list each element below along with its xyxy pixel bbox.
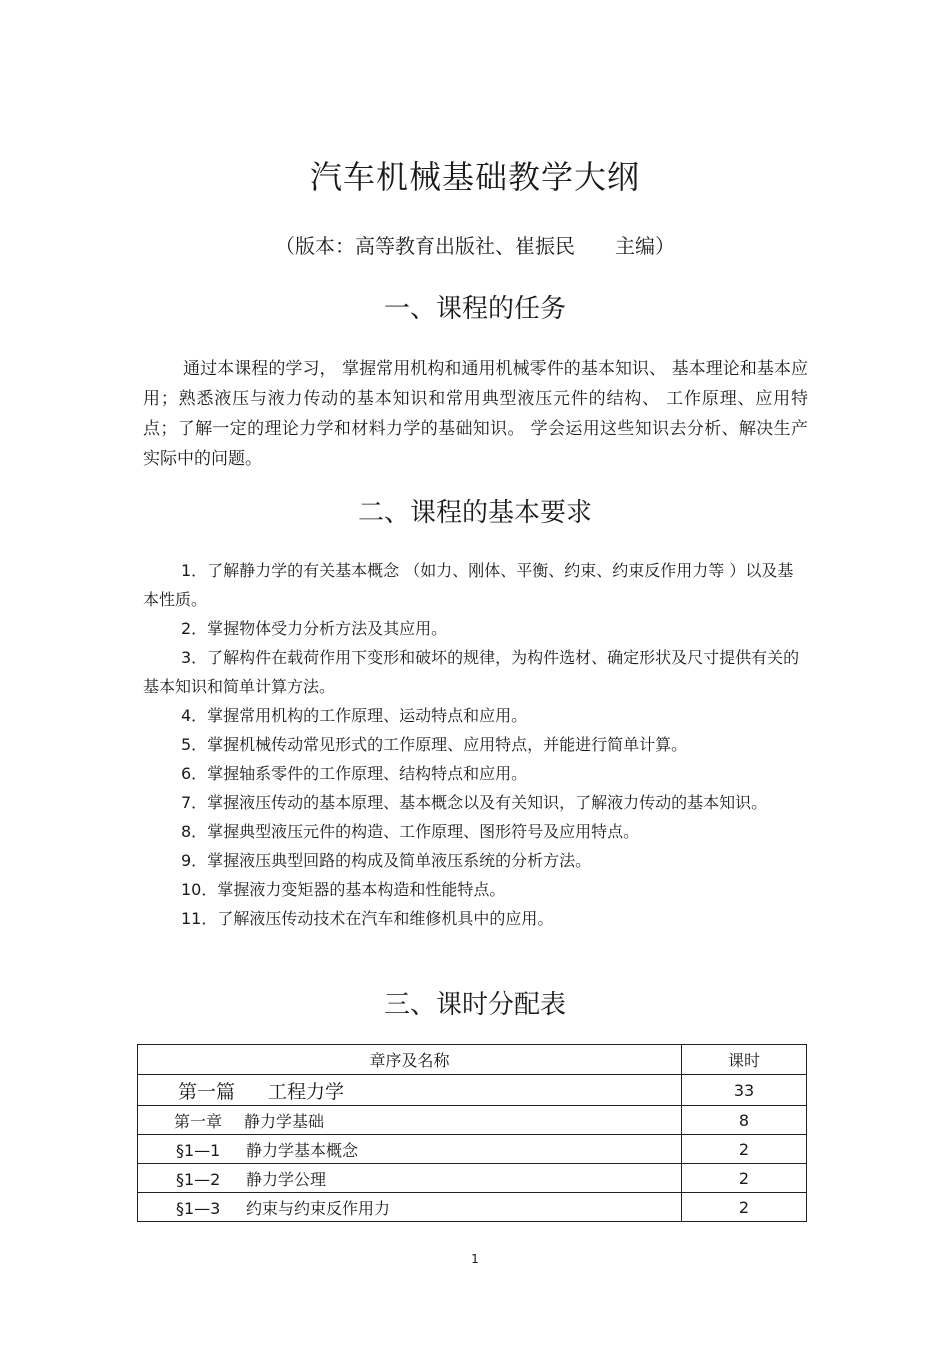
column-header-hours: 课时 [682,1045,807,1075]
document-title: 汽车机械基础教学大纲 [309,158,640,196]
hours-table [137,1044,807,1222]
subtitle-edition: （版本：高等教育出版社、崔振民 [275,234,575,258]
section-heading-tasks: 一、课程的任务 [383,294,566,324]
table-row: §1—3 约束与约束反作用力 2 [138,1193,807,1222]
table-row: §1—2 静力学公理 2 [138,1164,807,1193]
subtitle-editor: 主编） [615,234,675,258]
table-row: 第一章 静力学基础 8 [138,1106,807,1135]
list-item: 3．了解构件在载荷作用下变形和破坏的规律，为构件选材、确定形状及尺寸提供有关的基本知识和简单计算方法。 [143,648,800,696]
column-header-name: 章序及名称 [138,1045,682,1075]
table-row: 第一篇 工程力学 33 [138,1075,807,1106]
section-heading-hours: 三、课时分配表 [383,990,566,1020]
tasks-paragraph-text: 通过本课程的学习， 掌握常用机构和通用机械零件的基本知识、 基本理论和基本应用；熟悉液压与液力传动的基本知识和常用典型液压元件的结构、 工作原理、应用特点；了解一定的理论力学和材料力学的基础知识。 学会运用这些知识去分析、解决生产实际中的问题。 [143,359,808,469]
list-item: 8．掌握典型液压元件的构造、工作原理、图形符号及应用特点。 [181,822,640,841]
tasks-paragraph [143,354,808,474]
list-item: 4．掌握常用机构的工作原理、运动特点和应用。 [181,706,528,725]
document-subtitle [0,230,950,259]
table-row: §1—1 静力学基本概念 2 [138,1135,807,1164]
list-item: 9．掌握液压典型回路的构成及简单液压系统的分析方法。 [181,851,592,870]
list-item: 5．掌握机械传动常见形式的工作原理、应用特点，并能进行简单计算。 [181,735,688,754]
requirements-list [143,556,808,933]
table-header-row [138,1045,807,1075]
list-item: 7．掌握液压传动的基本原理、基本概念以及有关知识，了解液力传动的基本知识。 [181,793,768,812]
list-item: 6．掌握轴系零件的工作原理、结构特点和应用。 [181,764,528,783]
list-item: 2．掌握物体受力分析方法及其应用。 [181,619,448,638]
list-item: 11．了解液压传动技术在汽车和维修机具中的应用。 [181,909,554,928]
list-item: 1．了解静力学的有关基本概念 （如力、刚体、平衡、约束、约束反作用力等 ）以及基本性质。 [143,561,794,609]
section-heading-requirements: 二、课程的基本要求 [357,498,592,528]
list-item: 10．掌握液力变矩器的基本构造和性能特点。 [181,880,506,899]
page-number: 1 [471,1252,479,1266]
